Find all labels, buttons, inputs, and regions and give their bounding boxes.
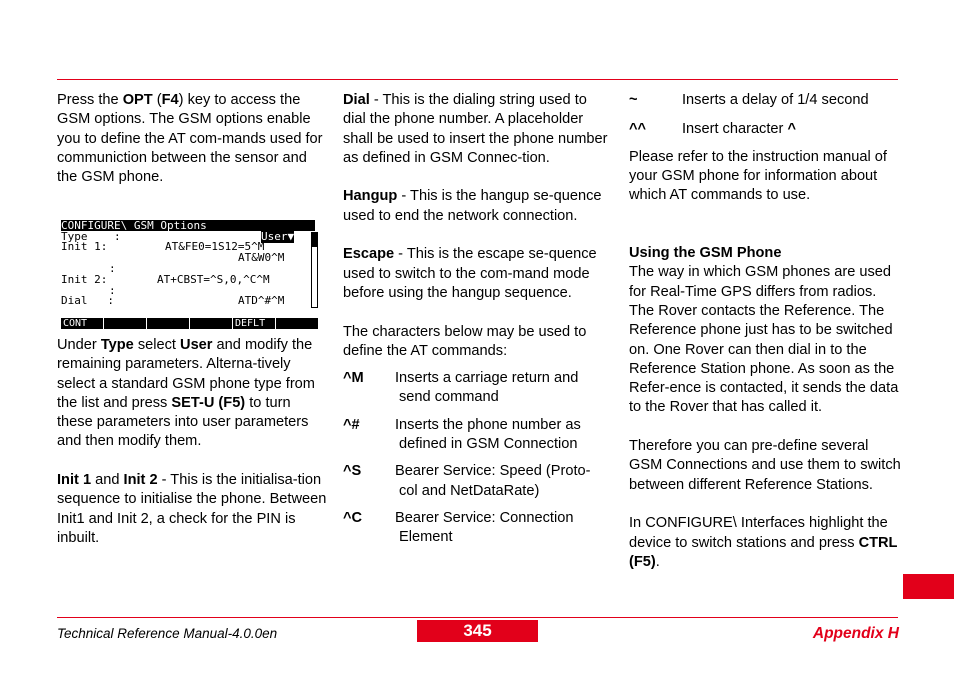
- dial-paragraph: [343, 91, 613, 168]
- bold-run: Escape: [343, 246, 395, 263]
- appendix-label: Appendix H: [812, 625, 899, 642]
- init2-value[interactable]: AT+CBST=^S,0,^C^M: [157, 273, 270, 286]
- section-heading: Using the GSM Phone: [629, 245, 782, 262]
- def-text-cont: send command: [399, 389, 499, 406]
- bold-run: Hangup: [343, 188, 398, 205]
- column-1-lower: [57, 336, 327, 548]
- def-text-cont: col and NetDataRate): [399, 482, 540, 499]
- tilde-row: [629, 91, 901, 110]
- text-run: - This is the initialisa-tion sequence to initialise the phone. Between Init1 and Init 2, a check for the PIN is inbuilt.: [57, 472, 327, 546]
- column-1: [57, 91, 327, 187]
- fkey-4[interactable]: [190, 318, 233, 329]
- configure-paragraph: [629, 514, 901, 572]
- caret-text: Insert character: [682, 121, 788, 138]
- colon-marker: :: [109, 284, 116, 297]
- def-row: [343, 416, 613, 455]
- chapter-tab: [903, 574, 954, 599]
- bold-run: User: [180, 337, 213, 353]
- bold-run: Dial: [343, 92, 370, 108]
- def-key: ^C: [343, 509, 363, 526]
- hangup-paragraph: [343, 187, 613, 226]
- def-row: [343, 509, 613, 548]
- fkey-cont[interactable]: CONT: [61, 318, 104, 329]
- def-text: Bearer Service: Speed (Proto-: [395, 463, 591, 480]
- type-paragraph: [57, 336, 327, 452]
- tilde-text: Inserts a delay of 1/4 second: [682, 92, 869, 108]
- bold-run: Type: [100, 337, 134, 353]
- footer-rule: [57, 617, 898, 618]
- bold-run: CTRL (F5): [629, 534, 898, 570]
- escape-paragraph: [343, 245, 613, 303]
- def-key: ^M: [343, 370, 364, 387]
- text-run: Press the: [57, 92, 123, 108]
- text-run: - This is the escape se-quence used to switch to the com-mand mode before using the hangup sequence.: [343, 246, 597, 301]
- dropdown-arrow-icon[interactable]: ▼: [287, 230, 295, 243]
- text-run: and modify the remaining parameters. Alterna-tively select a standard GSM phone type from the list and press: [57, 337, 315, 411]
- refer-paragraph: Please refer to the instruction manual of your GSM phone for information about which AT commands to use.: [629, 148, 887, 204]
- text-run: Under: [57, 337, 101, 353]
- chars-intro: The characters below may be used to define the AT commands:: [343, 323, 587, 359]
- fkey-6[interactable]: [276, 318, 319, 329]
- def-row: [343, 462, 613, 501]
- type-value[interactable]: User: [261, 230, 288, 243]
- text-run: to turn these parameters into user parameters and then modify them.: [57, 394, 309, 450]
- def-text: Inserts the phone number as: [395, 416, 581, 433]
- def-key: ^#: [343, 416, 360, 433]
- def-text: Inserts a carriage return and: [395, 370, 579, 387]
- def-text-cont: Element: [399, 529, 453, 546]
- text-run: ) key to access the GSM options. The GSM options enable you to define the AT com-mands used for communiction between the sensor and the GSM phone.: [57, 92, 323, 186]
- fkey-3[interactable]: [147, 318, 190, 329]
- opt-paragraph: [57, 91, 327, 187]
- text-run: In CONFIGURE\ Interfaces highlight the device to switch stations and press: [629, 515, 888, 551]
- init1-value[interactable]: AT&FE0=1S12=5^M: [165, 240, 265, 253]
- dial-label: Dial :: [61, 294, 114, 307]
- fkey-deflt[interactable]: DEFLT: [233, 318, 276, 329]
- scrollbar-thumb[interactable]: [312, 233, 317, 247]
- init1-label: Init 1:: [61, 240, 108, 253]
- bold-run: OPT: [122, 92, 153, 108]
- text-run: - This is the hangup se-quence used to end the network connection.: [343, 188, 602, 224]
- function-keys: [61, 318, 319, 329]
- text-run: (: [152, 92, 162, 108]
- def-text: Bearer Service: Connection: [395, 509, 574, 526]
- manual-title: Technical Reference Manual-4.0.0en: [57, 626, 278, 641]
- text-run: and: [91, 472, 124, 489]
- header-rule: [57, 79, 898, 80]
- tilde-key: ~: [629, 92, 638, 108]
- text-run: - This is the dialing string used to dial the phone number. A placeholder shall be used to insert the phone number as defined in GSM Connec-tion.: [343, 92, 608, 166]
- column-3: [629, 91, 901, 572]
- def-text-cont: defined in GSM Connection: [399, 436, 578, 453]
- caret-key: ^^: [629, 121, 647, 138]
- caret-row: [629, 120, 901, 139]
- bold-run: Init 1: [57, 472, 92, 489]
- def-key: ^S: [343, 463, 362, 480]
- gsm-options-screen: [57, 219, 319, 329]
- bold-run: Init 2: [123, 472, 158, 489]
- text-run: select: [133, 337, 181, 353]
- init-paragraph: [57, 471, 327, 548]
- init1-value-2[interactable]: AT&W0^M: [238, 251, 285, 264]
- caret-char: ^: [787, 121, 796, 138]
- init2-label: Init 2:: [61, 273, 108, 286]
- using-paragraph: The way in which GSM phones are used for Real-Time GPS differs from radios. The Rover contacts the Reference. The Reference phone just has to be switched on. One Rover can then dial in to the Reference Station phone. As soon as the Refer-ence is contacted, it sends the data to the Rover that has called it.: [629, 264, 899, 416]
- dial-value[interactable]: ATD^#^M: [238, 294, 285, 307]
- def-row: [343, 369, 613, 408]
- page-number: 345: [417, 620, 538, 642]
- column-2: [343, 91, 613, 556]
- bold-run: F4: [161, 92, 179, 108]
- type-label: Type :: [61, 230, 121, 243]
- scrollbar[interactable]: [311, 232, 318, 308]
- text-run: .: [655, 553, 660, 570]
- therefore-paragraph: Therefore you can pre-define several GSM Connections and use them to switch between different Reference Stations.: [629, 438, 901, 493]
- fkey-2[interactable]: [104, 318, 147, 329]
- screen-title: CONFIGURE\ GSM Options: [61, 220, 315, 231]
- bold-run: SET-U (F5): [171, 394, 246, 411]
- colon-marker: :: [109, 262, 116, 275]
